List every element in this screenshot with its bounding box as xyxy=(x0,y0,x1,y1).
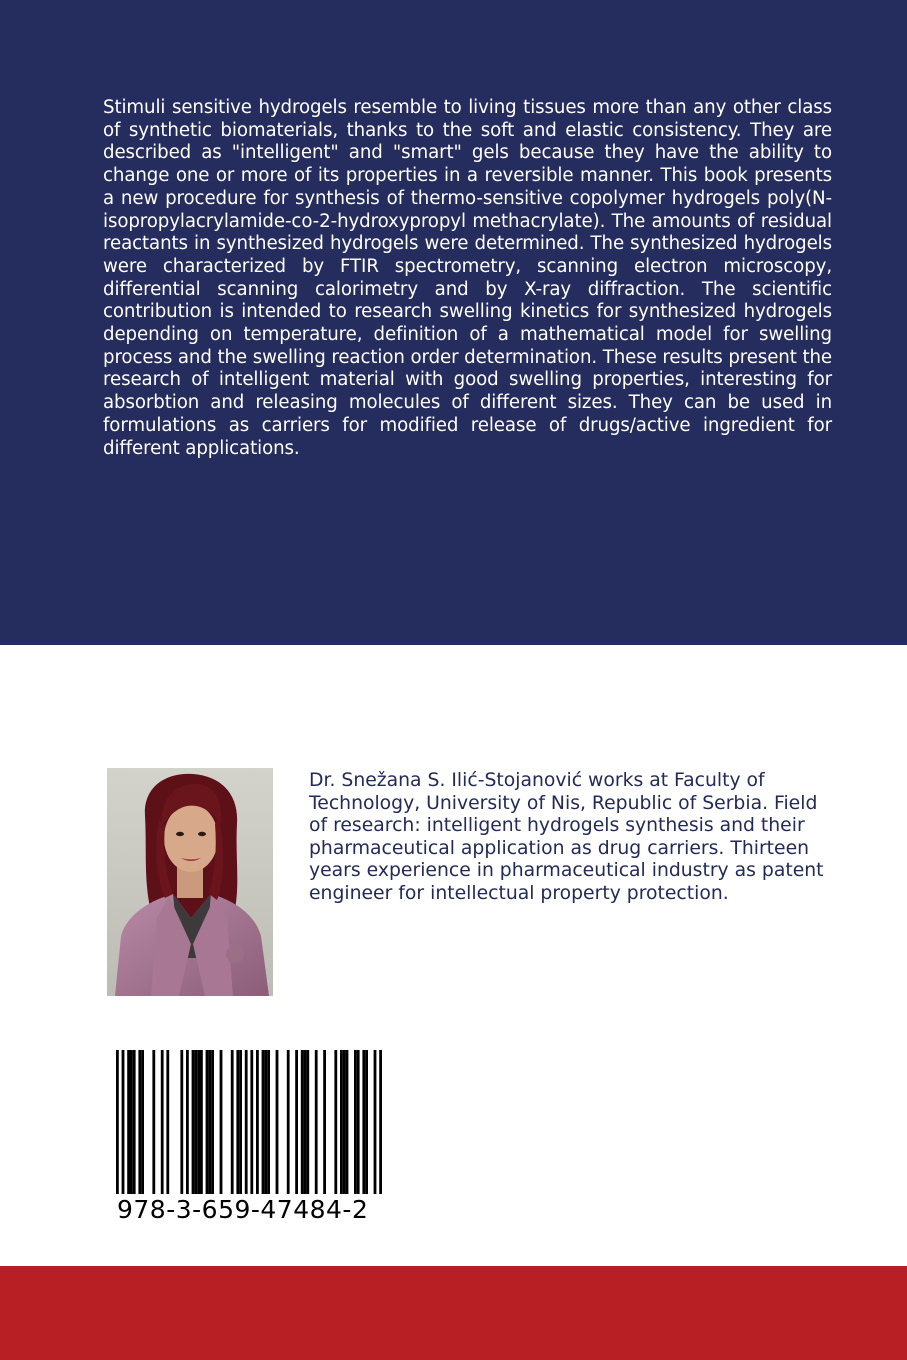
barcode-bar xyxy=(200,1050,203,1194)
barcode-bar xyxy=(194,1050,197,1194)
barcode-bar xyxy=(152,1050,155,1194)
barcode-bar xyxy=(186,1050,189,1194)
book-description: Stimuli sensitive hydrogels resemble to living tissues more than any other class of synthetic biomaterials, thanks to the soft and elastic consistency. They are described as "intelligent" and "smart" gels because they have the ability to change one or more of its properties in a reversible manner. This book presents a new procedure for synthesis of thermo-sensitive copolymer hydrogels poly(N-isopropylacrylamide-co-2-hydroxypropyl methacrylate). The amounts of residual reactants in synthesized hydrogels were determined. The synthesized hydrogels were characterized by FTIR spectrometry, scanning electron microscopy, differential scanning calorimetry and by X-ray diffraction. The scientific contribution is intended to research swelling kinetics for synthesized hydrogels depending on temperature, definition of a mathematical model for swelling process and the swelling reaction order determination. These results present the research of intelligent material with good swelling properties, interesting for absorbtion and releasing molecules of different sizes. They can be used in formulations as carriers for modified release of drugs/active ingredient for different applications. xyxy=(103,97,832,459)
barcode-bar xyxy=(208,1050,211,1194)
barcode-bar xyxy=(315,1050,318,1194)
barcode-bar xyxy=(334,1050,337,1194)
barcode-bar xyxy=(180,1050,183,1194)
bottom-color-band xyxy=(0,1266,907,1360)
barcode-bar xyxy=(264,1050,267,1194)
barcode-bar xyxy=(161,1050,164,1194)
barcode-bar xyxy=(206,1050,209,1194)
barcode-bar xyxy=(301,1050,304,1194)
barcode-bar xyxy=(340,1050,343,1194)
barcode-bar xyxy=(379,1050,382,1194)
barcode-bar xyxy=(141,1050,144,1194)
barcode-bar xyxy=(236,1050,239,1194)
barcode-bar xyxy=(192,1050,195,1194)
barcode-bar xyxy=(354,1050,357,1194)
barcode-bar xyxy=(122,1050,125,1194)
barcode-bar xyxy=(166,1050,169,1194)
barcode-bar xyxy=(130,1050,133,1194)
barcode-bar xyxy=(116,1050,119,1194)
author-bio: Dr. Snežana S. Ilić-Stojanović works at Faculty of Technology, University of Nis, Republic of Serbia. Field of research: intelligent hydrogels synthesis and their pharmaceutical application as drug carriers. Thirteen years experience in pharmaceutical industry as patent engineer for intellectual property protection. xyxy=(309,770,824,904)
barcode-bar xyxy=(343,1050,346,1194)
barcode-bar xyxy=(250,1050,253,1194)
barcode-bar xyxy=(374,1050,377,1194)
barcode-bar xyxy=(256,1050,259,1194)
author-photo xyxy=(107,768,273,996)
barcode-bar xyxy=(239,1050,242,1194)
barcode-bar xyxy=(304,1050,307,1194)
barcode-bar xyxy=(276,1050,279,1194)
barcode-bar xyxy=(267,1050,270,1194)
barcode-bar xyxy=(362,1050,365,1194)
barcode-bar xyxy=(220,1050,223,1194)
barcode-bar xyxy=(245,1050,248,1194)
barcode-bar xyxy=(138,1050,141,1194)
barcode-bar xyxy=(231,1050,234,1194)
barcode-bar xyxy=(211,1050,214,1194)
barcode-bar xyxy=(306,1050,309,1194)
barcode-bar xyxy=(287,1050,290,1194)
barcode-bar xyxy=(133,1050,136,1194)
isbn-number: 978-3-659-47484-2 xyxy=(117,1195,369,1224)
barcode-bar xyxy=(346,1050,349,1194)
barcode-bar xyxy=(127,1050,130,1194)
barcode-bar xyxy=(262,1050,265,1194)
barcode-bar xyxy=(295,1050,298,1194)
barcode-bar xyxy=(357,1050,360,1194)
barcode-bar xyxy=(365,1050,368,1194)
barcode-bar xyxy=(323,1050,326,1194)
barcode-bar xyxy=(197,1050,200,1194)
